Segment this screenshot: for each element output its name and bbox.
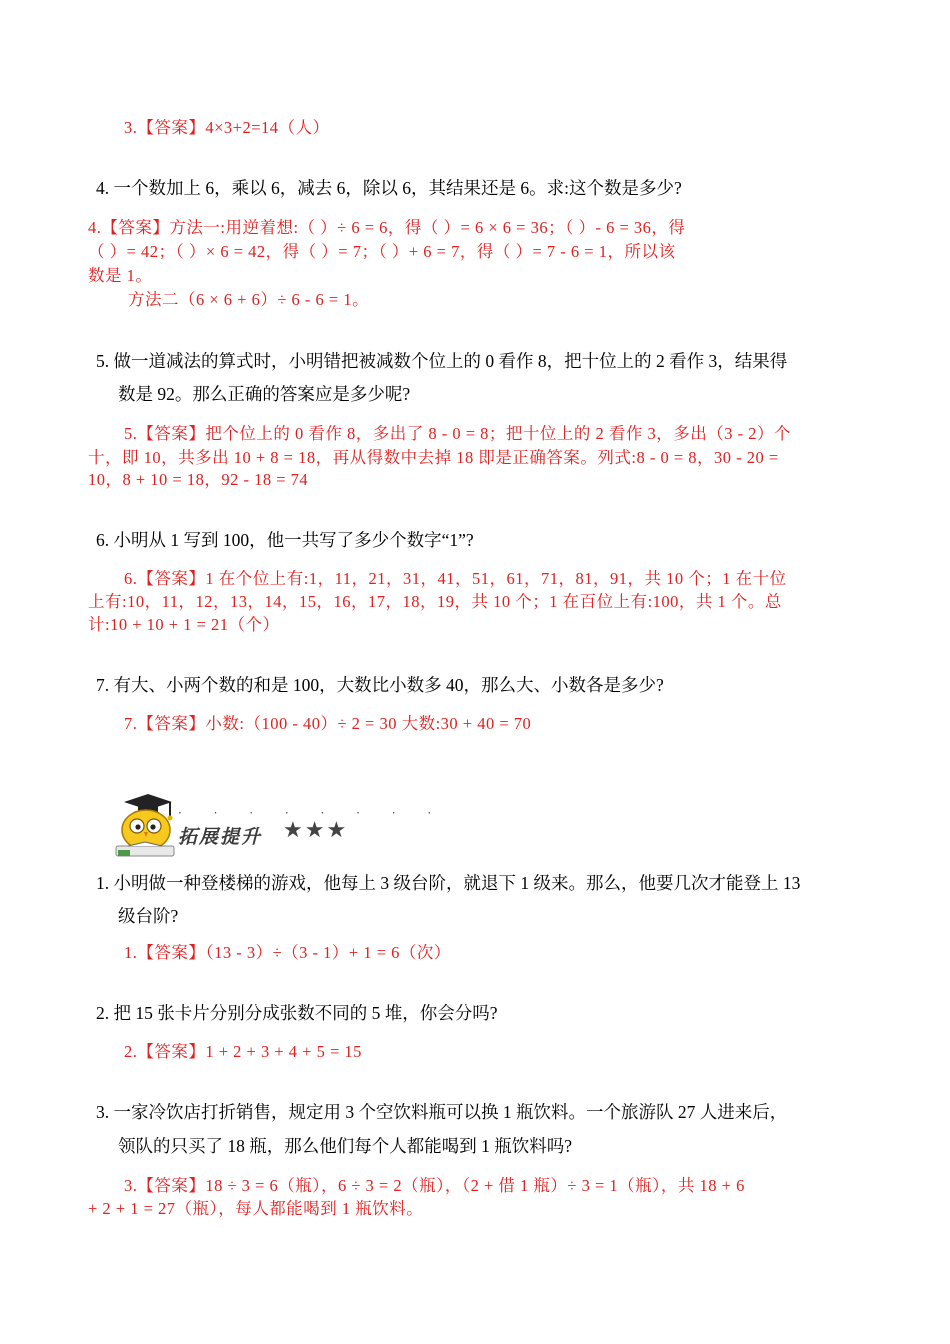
question-b1-line-2: 级台阶? <box>118 906 179 926</box>
question-5-line-1: 5. 做一道减法的算式时，小明错把被减数个位上的 0 看作 8，把十位上的 2 看作 3，结果得 <box>96 351 788 371</box>
answer-b1: 1.【答案】（13 - 3）÷（3 - 1）+ 1 = 6（次） <box>124 943 451 962</box>
answer-b3-line-2: + 2 + 1 = 27（瓶），每人都能喝到 1 瓶饮料。 <box>88 1199 424 1218</box>
question-b3-line-1: 3. 一家冷饮店打折销售，规定用 3 个空饮料瓶可以换 1 瓶饮料。一个旅游队 27 人进来后， <box>96 1102 788 1122</box>
answer-6-line-3: 计:10 + 10 + 1 = 21（个） <box>88 615 280 634</box>
question-5-line-2: 数是 92。那么正确的答案应是多少呢? <box>118 384 411 404</box>
question-4: 4. 一个数加上 6，乘以 6，减去 6，除以 6，其结果还是 6。求:这个数是多少? <box>96 178 682 198</box>
question-b3-line-2: 领队的只买了 18 瓶，那么他们每个人都能喝到 1 瓶饮料吗? <box>118 1136 573 1156</box>
answer-4-line-1: 4.【答案】方法一:用逆着想:（ ）÷ 6 = 6，得（ ）= 6 × 6 = 36；（ ）- 6 = 36，得 <box>88 218 686 237</box>
answer-6-line-2: 上有:10，11，12，13，14，15，16，17，18，19，共 10 个；1 在百位上有:100，共 1 个。总 <box>88 592 782 611</box>
answer-5-line-1: 5.【答案】把个位上的 0 看作 8，多出了 8 - 0 = 8；把十位上的 2 看作 3，多出（3 - 2）个 <box>124 424 792 443</box>
owl-reading-mascot-icon <box>112 792 178 864</box>
question-6: 6. 小明从 1 写到 100，他一共写了多少个数字“1”? <box>96 530 474 550</box>
difficulty-stars: ★★★ <box>283 818 349 843</box>
question-b2: 2. 把 15 张卡片分别分成张数不同的 5 堆，你会分吗? <box>96 1003 498 1023</box>
answer-5-line-2: 十，即 10，共多出 10 + 8 = 18，再从得数中去掉 18 即是正确答案。列式:8 - 0 = 8，30 - 20 = <box>88 448 779 467</box>
answer-4-line-4: 方法二（6 × 6 + 6）÷ 6 - 6 = 1。 <box>128 290 370 309</box>
answer-b2: 2.【答案】1 + 2 + 3 + 4 + 5 = 15 <box>124 1042 362 1061</box>
question-7: 7. 有大、小两个数的和是 100，大数比小数多 40，那么大、小数各是多少? <box>96 675 664 695</box>
answer-6-line-1: 6.【答案】1 在个位上有:1，11，21，31，41，51，61，71，81，91，共 10 个；1 在十位 <box>124 569 787 588</box>
question-b1-line-1: 1. 小明做一种登楼梯的游戏，他每上 3 级台阶，就退下 1 级来。那么，他要几次才能登上 13 <box>96 873 801 893</box>
answer-4-line-3: 数是 1。 <box>88 266 153 285</box>
answer-4-line-2: （ ）= 42；（ ）× 6 = 42，得（ ）= 7；（ ）+ 6 = 7，得（ ）= 7 - 6 = 1，所以该 <box>88 242 676 261</box>
banner-dots: · · · · · · · · <box>178 806 446 820</box>
answer-5-line-3: 10，8 + 10 = 18，92 - 18 = 74 <box>88 470 309 489</box>
answer-b3-line-1: 3.【答案】18 ÷ 3 = 6（瓶），6 ÷ 3 = 2（瓶），（2 + 借 1 瓶）÷ 3 = 1（瓶），共 18 + 6 <box>124 1176 745 1195</box>
section-title-extension: 拓展提升 <box>178 826 263 848</box>
answer-3: 3.【答案】4×3+2=14（人） <box>124 118 330 137</box>
answer-7: 7.【答案】小数:（100 - 40）÷ 2 = 30 大数:30 + 40 = 70 <box>124 714 532 733</box>
